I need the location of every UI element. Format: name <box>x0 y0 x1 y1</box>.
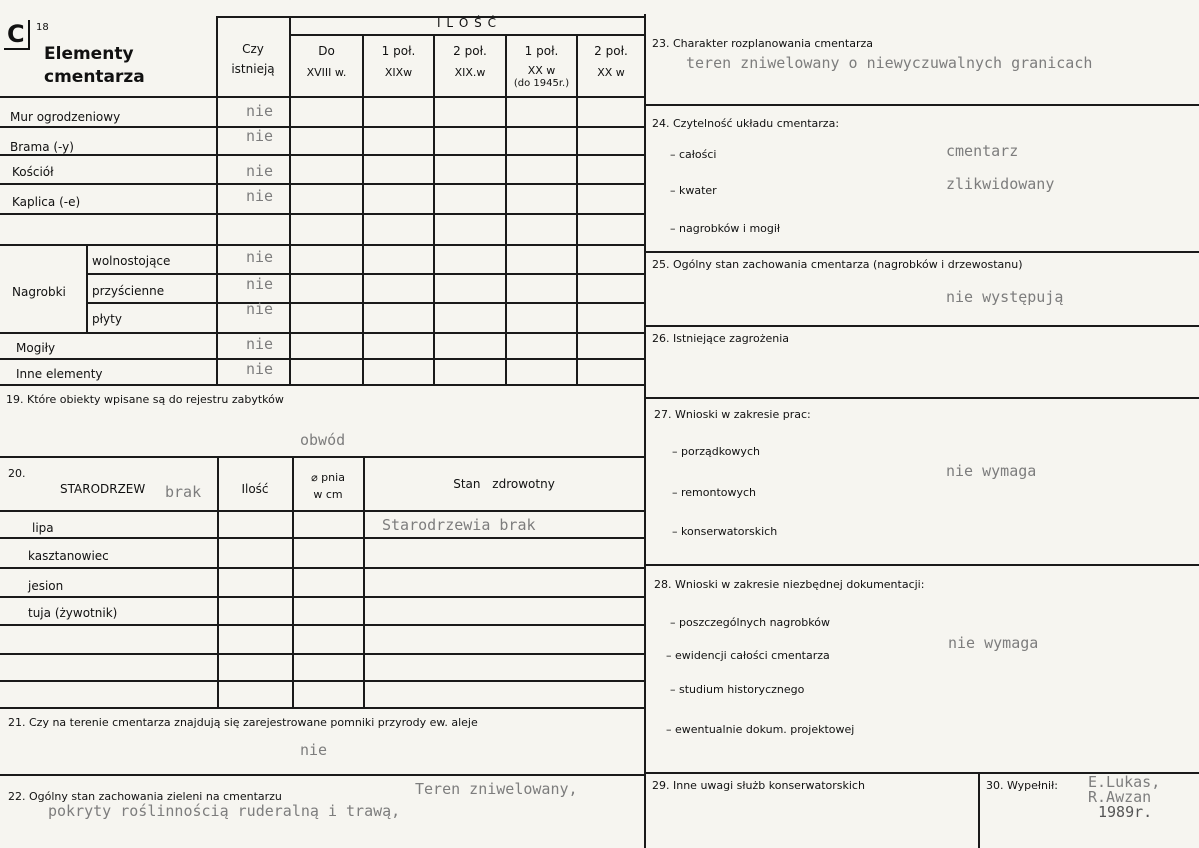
q20-typed-status: Starodrzewia brak <box>382 516 536 534</box>
row-value-kaplica: nie <box>246 187 274 205</box>
row-value-przy: nie <box>246 275 274 293</box>
row-line <box>0 653 644 655</box>
q25-answer: nie występują <box>946 288 1064 306</box>
q28-item-studium: – studium historycznego <box>670 683 805 696</box>
q28-item-projektowej: – ewentualnie dokum. projektowej <box>666 723 855 736</box>
sheet-letter: C <box>7 20 25 48</box>
ilosc-header: I L O Ś Ć <box>437 16 497 30</box>
q22-answer-line2: pokryty roślinnością ruderalną i trawą, <box>48 802 401 820</box>
row-line <box>0 774 644 776</box>
row-value-kosciol: nie <box>246 162 274 180</box>
row-line <box>86 273 644 275</box>
q29-label: 29. Inne uwagi służb konserwatorskich <box>652 779 865 792</box>
row-line <box>0 537 644 539</box>
period-col-2-l2: XIXw <box>384 66 413 79</box>
row-line <box>0 567 644 569</box>
q24-label: 24. Czytelność układu cmentarza: <box>652 117 840 130</box>
tree-jesion: jesion <box>28 579 64 593</box>
period-col-5-l1: 2 poł. <box>594 44 628 58</box>
row-line <box>86 302 644 304</box>
tree-vline <box>363 456 365 707</box>
sheet-number: 18 <box>36 22 49 33</box>
q25-label: 25. Ogólny stan zachowania cmentarza (nagrobków i drzewostanu) <box>652 258 1023 271</box>
row-line <box>0 596 644 598</box>
q29-q30-divider <box>978 772 980 848</box>
q27-label: 27. Wnioski w zakresie prac: <box>654 408 811 421</box>
row-line <box>0 332 644 334</box>
q21-label: 21. Czy na terenie cmentarza znajdują się zarejestrowane pomniki przyrody ew. aleje <box>8 716 478 729</box>
row-line <box>0 213 644 215</box>
row-value-brama: nie <box>246 127 274 145</box>
row-value-plyty: nie <box>246 300 274 318</box>
q27-item-remontowych: – remontowych <box>672 486 757 499</box>
nagrobki-label: Nagrobki <box>12 285 66 299</box>
period-col-3-l2: XIX.w <box>454 66 486 79</box>
row-value-mur: nie <box>246 102 274 120</box>
row-line <box>0 510 644 512</box>
tree-tuja: tuja (żywotnik) <box>28 606 118 620</box>
q20-col-stan: Stan zdrowotny <box>453 477 555 491</box>
q28-label: 28. Wnioski w zakresie niezbędnej dokumentacji: <box>654 578 925 591</box>
right-line <box>644 325 1199 327</box>
q27-item-konserwatorskich: – konserwatorskich <box>672 525 778 538</box>
q23-answer: teren zniwelowany o niewyczuwalnych granicach <box>686 54 1093 72</box>
col-czy-label2: istnieją <box>231 62 275 76</box>
period-col-5-l2: XX w <box>597 66 625 79</box>
q27-item-porzadkowych: – porządkowych <box>672 445 760 458</box>
header-bottom-line <box>0 96 644 98</box>
row-value-wolno: nie <box>246 248 274 266</box>
tree-kasztanowiec: kasztanowiec <box>28 549 109 563</box>
q23-label: 23. Charakter rozplanowania cmentarza <box>652 37 873 50</box>
q28-item-nagrobkow: – poszczególnych nagrobków <box>670 616 830 629</box>
row-label-mogily: Mogiły <box>16 341 56 355</box>
row-label-wolno: wolnostojące <box>92 254 171 268</box>
period-col-1-l1: Do <box>318 44 335 58</box>
row-label-mur: Mur ogrodzeniowy <box>10 110 121 124</box>
q24-answer-line1: cmentarz <box>946 142 1019 160</box>
row-line <box>0 154 644 156</box>
q19-answer: obwód <box>300 431 346 449</box>
q21-answer: nie <box>300 741 328 759</box>
center-divider <box>644 14 646 848</box>
q24-item-kwater: – kwater <box>670 184 717 197</box>
row-label-plyty: płyty <box>92 312 122 326</box>
q20-typed-brak: brak <box>165 483 202 501</box>
row-label-inne: Inne elementy <box>16 367 103 381</box>
title-line2: cmentarza <box>44 67 145 87</box>
period-col-1-l2: XVIII w. <box>306 66 347 79</box>
row-value-inne: nie <box>246 360 274 378</box>
q24-item-calosci: – całości <box>670 148 717 161</box>
right-line <box>644 397 1199 399</box>
q20-col-starodrzew: STARODRZEW <box>60 482 146 496</box>
q30-name-2: R.Awzan <box>1088 788 1152 806</box>
right-line <box>644 104 1199 106</box>
q30-year: 1989r. <box>1098 803 1153 821</box>
q20-col-ilosc: Ilość <box>241 482 269 496</box>
row-label-kosciol: Kościół <box>12 165 54 179</box>
q26-label: 26. Istniejące zagrożenia <box>652 332 790 345</box>
q30-name-1: E.Lukas, <box>1088 773 1161 791</box>
row-line <box>0 126 644 128</box>
row-line <box>0 244 644 246</box>
q22-label: 22. Ogólny stan zachowania zieleni na cmentarzu <box>8 790 282 803</box>
title-line1: Elementy <box>44 44 134 64</box>
period-col-4-l2: XX w <box>527 64 556 77</box>
q20-col-pnia-l1: ⌀ pnia <box>311 471 345 484</box>
q27-answer: nie wymaga <box>946 462 1037 480</box>
col-czy-label1: Czy <box>242 42 264 56</box>
period-col-2-l1: 1 poł. <box>381 44 416 58</box>
period-col-4-l3: (do 1945r.) <box>513 78 570 89</box>
q30-label: 30. Wypełnił: <box>986 779 1058 792</box>
q22-answer-line1: Teren zniwelowany, <box>415 780 578 798</box>
row-line <box>0 183 644 185</box>
row-label-brama: Brama (-y) <box>10 140 74 154</box>
row-line <box>0 456 644 458</box>
q19-label: 19. Które obiekty wpisane są do rejestru zabytków <box>6 393 284 406</box>
row-label-przy: przyścienne <box>92 284 165 298</box>
row-line <box>0 680 644 682</box>
q24-answer-line2: zlikwidowany <box>946 175 1055 193</box>
q20-num: 20. <box>8 467 26 480</box>
right-line <box>644 564 1199 566</box>
period-col-4-l1: 1 poł. <box>524 44 559 58</box>
row-line <box>0 358 644 360</box>
row-label-kaplica: Kaplica (-e) <box>12 195 81 209</box>
nagrobki-vline <box>86 244 88 332</box>
row-value-mogily: nie <box>246 335 274 353</box>
q28-answer: nie wymaga <box>948 634 1039 652</box>
ilosc-under-line <box>290 34 644 36</box>
right-line <box>644 251 1199 253</box>
q24-item-nagrobkow: – nagrobków i mogił <box>670 222 781 235</box>
row-line <box>0 384 644 386</box>
row-line <box>0 624 644 626</box>
q28-item-ewidencji: – ewidencji całości cmentarza <box>666 649 830 662</box>
q20-col-pnia-l2: w cm <box>313 488 343 501</box>
period-col-3-l1: 2 poł. <box>453 44 487 58</box>
tree-lipa: lipa <box>32 521 54 535</box>
row-line <box>0 707 644 709</box>
